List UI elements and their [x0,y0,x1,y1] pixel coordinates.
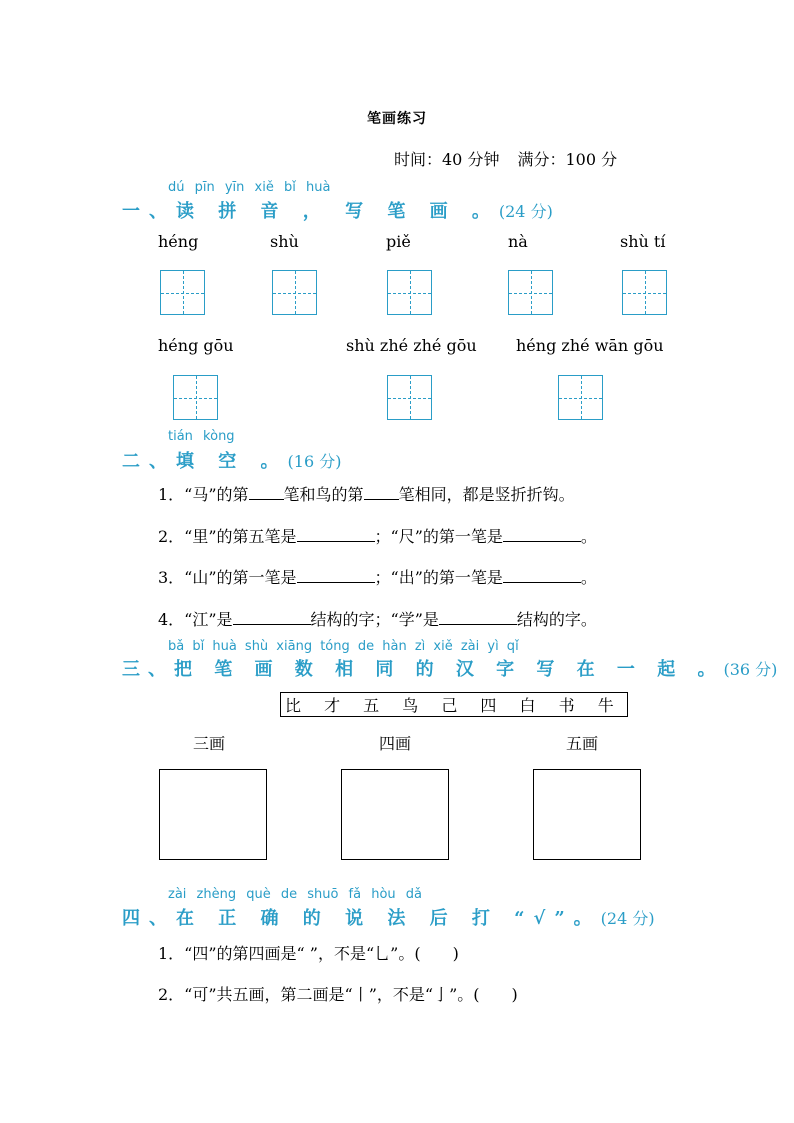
section3-pinyin: bǎ bǐ huà shù xiāng tóng de hàn zì xiě zài yì qǐ [168,639,519,654]
question-text: ；“尺”的第一笔是 [374,527,503,546]
question-2-4 [158,607,597,630]
section3-title: 三、把 笔 画 数 相 同 的 汉 字 写 在 一 起 。 [122,659,724,680]
box-label: 三画 [193,734,226,753]
section2-title: 二、填 空 。 [122,451,288,472]
writing-grid-box[interactable] [622,270,667,315]
question-text: ；“出”的第一笔是 [374,568,503,587]
answer-box-four-strokes[interactable] [341,769,449,860]
answer-box-three-strokes[interactable] [159,769,267,860]
answer-blank[interactable] [439,608,517,625]
question-text: 2．“里”的第五笔是 [158,527,297,546]
pinyin-label: nà [508,232,528,251]
writing-grid-box[interactable] [387,375,432,420]
section1-score: (24 分) [498,202,553,221]
section2-heading [122,447,341,473]
question-text: 笔相同，都是竖折折钩。 [398,485,575,504]
question-text: 3．“山”的第一笔是 [158,568,297,587]
writing-grid-box[interactable] [508,270,553,315]
pinyin-label: shù [270,232,299,251]
pinyin-label: héng zhé wān gōu [516,336,664,355]
question-text: 结构的字。 [516,610,597,629]
section4-title: 四、在 正 确 的 说 法 后 打 “√”。 [122,908,601,929]
section1-pinyin: dú pīn yīn xiě bǐ huà [168,180,331,195]
section4-pinyin: zài zhèng què de shuō fǎ hòu dǎ [168,887,423,902]
pinyin-label: shù zhé zhé gōu [346,336,477,355]
writing-grid-box[interactable] [272,270,317,315]
section2-pinyin: tián kòng [168,429,235,444]
character-bank: 比 才 五 鸟 己 四 白 书 牛 [280,692,628,717]
pinyin-label: shù tí [620,232,666,251]
answer-box-five-strokes[interactable] [533,769,641,860]
writing-grid-box[interactable] [387,270,432,315]
section1-title: 一、读 拼 音 ， 写 笔 画 。 [122,201,499,222]
section4-score: (24 分) [600,909,655,928]
writing-grid-box[interactable] [558,375,603,420]
answer-blank[interactable] [249,483,284,500]
question-text: 4．“江”是 [158,610,233,629]
answer-blank[interactable] [503,525,581,542]
question-text: 笔和鸟的第 [283,485,364,504]
answer-blank[interactable] [503,566,581,583]
time-limit: 时间：40 分钟 [394,150,500,169]
section3-heading [122,655,777,681]
answer-blank[interactable] [297,525,375,542]
exam-meta [394,147,635,170]
question-4-2: 2．“可”共五画，第二画是“丨”，不是“亅”。( ) [158,985,518,1004]
answer-blank[interactable] [233,608,311,625]
pinyin-label: héng [158,232,199,251]
box-label: 五画 [566,734,599,753]
pinyin-label: héng gōu [158,336,234,355]
answer-blank[interactable] [364,483,399,500]
answer-blank[interactable] [297,566,375,583]
section2-score: (16 分) [287,452,342,471]
section4-heading [122,904,655,930]
question-2-3 [158,565,597,588]
question-4-1: 1．“四”的第四画是“ ”，不是“乚”。( ) [158,944,459,963]
box-label: 四画 [379,734,412,753]
question-2-1 [158,482,575,505]
writing-grid-box[interactable] [160,270,205,315]
question-text: 。 [580,568,597,587]
full-score: 满分：100 分 [517,150,618,169]
question-2-2 [158,524,597,547]
section3-score: (36 分) [723,660,778,679]
question-text: 。 [580,527,597,546]
question-text: 结构的字；“学”是 [310,610,439,629]
section1-heading [122,197,553,223]
question-text: 1．“马”的第 [158,485,249,504]
page-title: 笔画练习 [367,111,427,127]
writing-grid-box[interactable] [173,375,218,420]
pinyin-label: piě [386,232,411,251]
